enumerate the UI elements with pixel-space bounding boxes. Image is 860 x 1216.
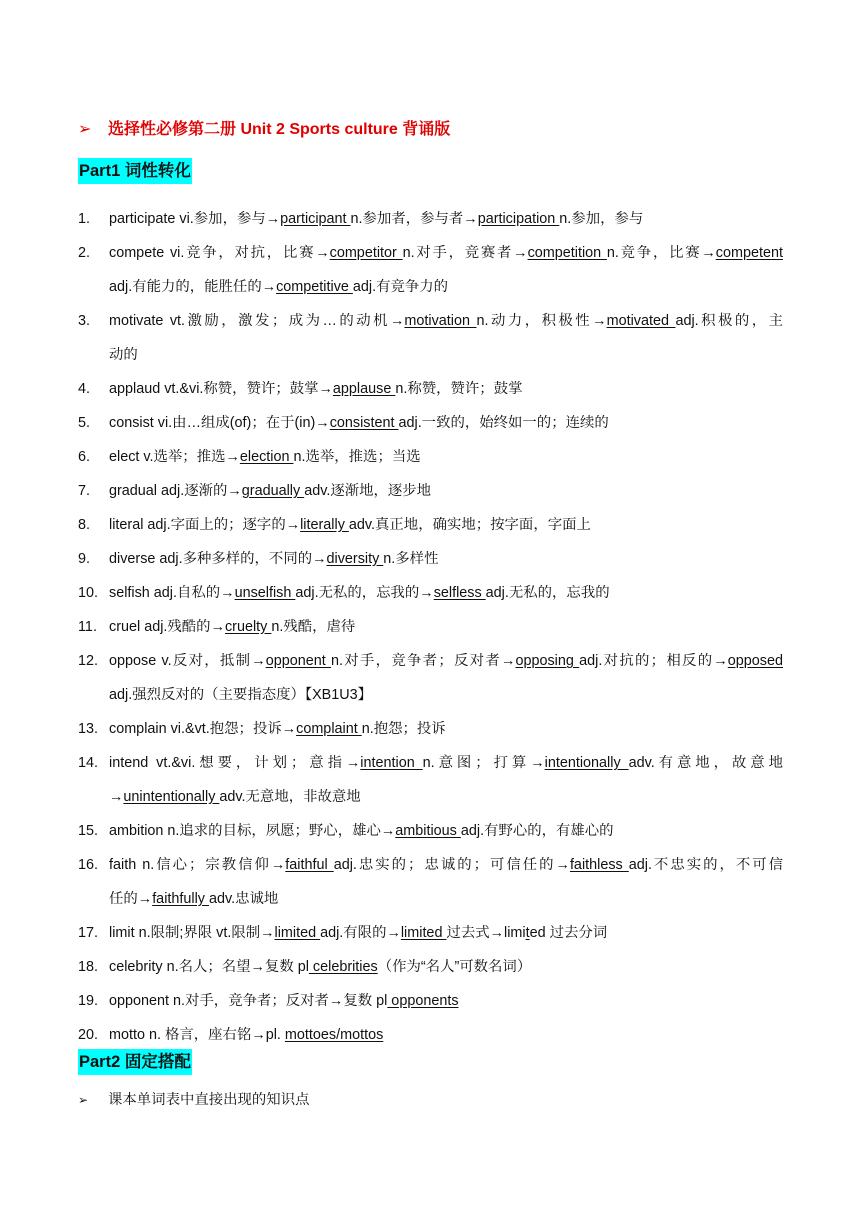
text-segment: adj.有野心的，有雄心的 — [460, 823, 614, 839]
answer-word: opponent — [265, 653, 331, 669]
text-line — [109, 712, 783, 746]
text-segment: adj.有能力的，能胜任的→ — [109, 279, 277, 295]
text-line — [109, 916, 783, 950]
arrow-bullet-icon: ➢ — [78, 1093, 89, 1107]
answer-word: opponents — [387, 993, 459, 1009]
text-line — [109, 338, 783, 372]
text-segment: n.对手，竞争者；反对者→ — [331, 653, 516, 669]
text-line — [109, 814, 783, 848]
part1-heading: Part1 词性转化 — [78, 158, 192, 184]
text-segment: adj.有竞争力的 — [352, 279, 449, 295]
answer-word: competent — [715, 245, 783, 261]
list-item-text — [109, 202, 783, 236]
text-line — [109, 236, 783, 270]
text-line — [109, 542, 783, 576]
list-item-text — [109, 950, 783, 984]
list-item-text — [109, 916, 783, 950]
text-line — [109, 576, 783, 610]
text-segment: adj.强烈反对的（主要指态度）【XB1U3】 — [109, 687, 373, 703]
text-segment: opponent n.对手，竞争者；反对者→复数 pl — [109, 993, 388, 1009]
text-segment: adv.无意地，非故意地 — [219, 789, 361, 805]
text-segment: limit n.限制;界限 vt.限制→ — [109, 925, 275, 941]
text-segment: adj.忠实的；忠诚的；可信任的→ — [333, 857, 570, 873]
text-line — [109, 440, 783, 474]
text-segment: applaud vt.&vi.称赞，赞许；鼓掌→ — [109, 381, 333, 397]
text-segment: adj.无私的，忘我的→ — [295, 585, 434, 601]
list-item-number: 3. — [78, 313, 91, 329]
list-item-number: 19. — [78, 993, 99, 1009]
text-line — [109, 270, 783, 304]
list-item-text — [109, 542, 783, 576]
text-segment: adv.忠诚地 — [208, 891, 279, 907]
answer-word: ambitious — [395, 823, 461, 839]
text-segment: 动的 — [109, 347, 138, 363]
text-line — [109, 848, 783, 882]
list-item-text — [109, 644, 783, 712]
text-segment: n.动力，积极性→ — [476, 313, 607, 329]
text-segment: adj.积极的，主 — [675, 313, 784, 329]
part2-heading: Part2 固定搭配 — [78, 1049, 192, 1075]
text-segment: motivate vt.激励，激发；成为…的动机→ — [109, 313, 405, 329]
list-item-number: 12. — [78, 653, 99, 669]
list-item-text — [109, 372, 783, 406]
text-line — [109, 202, 783, 236]
text-segment: 任的→ — [109, 891, 153, 907]
list-item-number: 5. — [78, 415, 91, 431]
answer-word: faithless — [569, 857, 629, 873]
answer-word: motivation — [404, 313, 477, 329]
text-segment: diverse adj.多种多样的，不同的→ — [109, 551, 327, 567]
text-line — [109, 406, 783, 440]
text-segment: consist vi.由…组成(of)；在于(in)→ — [109, 415, 330, 431]
text-line — [109, 882, 783, 916]
answer-word: opposed — [727, 653, 783, 669]
answer-word: gradually — [241, 483, 305, 499]
list-item-number: 13. — [78, 721, 99, 737]
answer-word: participation — [477, 211, 560, 227]
answer-word: faithfully — [152, 891, 209, 907]
text-line — [109, 678, 783, 712]
text-segment: participate vi.参加，参与→ — [109, 211, 281, 227]
text-line — [109, 950, 783, 984]
text-line — [109, 746, 783, 780]
list-item-number: 10. — [78, 585, 99, 601]
text-segment: celebrity n.名人；名望→复数 pl — [109, 959, 309, 975]
text-segment: adv.真正地，确实地；按字面，字面上 — [348, 517, 591, 533]
answer-word: competition — [527, 245, 607, 261]
text-line — [109, 984, 783, 1018]
text-segment: adv.有意地，故意地 — [628, 755, 784, 771]
text-segment: → — [109, 789, 124, 805]
text-segment: cruel adj.残酷的→ — [109, 619, 225, 635]
text-segment: n.多样性 — [383, 551, 439, 567]
text-segment: adj.对抗的；相反的→ — [579, 653, 728, 669]
list-item-number: 2. — [78, 245, 91, 261]
text-segment: selfish adj.自私的→ — [109, 585, 235, 601]
answer-word: intention — [360, 755, 423, 771]
answer-word: unselfish — [234, 585, 296, 601]
list-item-text — [109, 814, 783, 848]
list-item-text — [109, 610, 783, 644]
list-item-number: 9. — [78, 551, 91, 567]
list-item-number: 7. — [78, 483, 91, 499]
text-line — [109, 474, 783, 508]
list-item-number: 1. — [78, 211, 91, 227]
text-segment: compete vi.竞争，对抗，比赛→ — [109, 245, 330, 261]
list-item-text — [109, 304, 783, 372]
answer-word: complaint — [296, 721, 362, 737]
list-item-number: 17. — [78, 925, 99, 941]
answer-word: diversity — [326, 551, 384, 567]
text-line — [109, 508, 783, 542]
answer-word: election — [239, 449, 294, 465]
list-item-number: 4. — [78, 381, 91, 397]
text-segment: oppose v.反对，抵制→ — [109, 653, 266, 669]
text-segment: n.意图；打算→ — [422, 755, 545, 771]
text-segment: adj.有限的→ — [320, 925, 401, 941]
text-segment: n.参加者，参与者→ — [350, 211, 478, 227]
text-segment: faith n.信心；宗教信仰→ — [109, 857, 286, 873]
answer-word: intentionally — [544, 755, 629, 771]
answer-word: celebrities — [308, 959, 378, 975]
answer-word: competitive — [276, 279, 353, 295]
list-item-text — [109, 712, 783, 746]
text-segment: n.选举，推选；当选 — [293, 449, 421, 465]
list-item-number: 18. — [78, 959, 99, 975]
answer-word: literally — [300, 517, 349, 533]
text-segment: 过去式→limi — [446, 925, 526, 941]
answer-word: motivated — [606, 313, 676, 329]
text-segment: literal adj.字面上的；逐字的→ — [109, 517, 301, 533]
text-segment: intend vt.&vi.想要，计划；意指→ — [109, 755, 361, 771]
list-item-text — [109, 236, 783, 304]
answer-word: applause — [332, 381, 396, 397]
text-segment: ambition n.追求的目标，夙愿；野心，雄心→ — [109, 823, 396, 839]
answer-word: mottoes/mottos — [284, 1027, 384, 1043]
list-item-text — [109, 440, 783, 474]
text-segment: n.称赞，赞许；鼓掌 — [395, 381, 523, 397]
list-item-number: 15. — [78, 823, 99, 839]
document-title-text: 选择性必修第二册 Unit 2 Sports culture 背诵版 — [108, 121, 451, 138]
text-segment: （作为“名人”可数名词） — [377, 959, 532, 975]
answer-word: participant — [280, 211, 351, 227]
text-line — [109, 780, 783, 814]
text-line — [109, 644, 783, 678]
list-item-text — [109, 406, 783, 440]
text-segment: n.抱怨；投诉 — [361, 721, 446, 737]
text-segment: gradual adj.逐渐的→ — [109, 483, 242, 499]
list-item-text — [109, 474, 783, 508]
list-item-text — [109, 746, 783, 814]
arrow-bullet-icon: ➢ — [78, 121, 92, 138]
list-item-number: 20. — [78, 1027, 99, 1043]
text-line — [109, 372, 783, 406]
answer-word: t — [525, 925, 530, 941]
list-item-number: 16. — [78, 857, 99, 873]
answer-word: selfless — [433, 585, 486, 601]
text-segment: motto n. 格言，座右铭→pl. — [109, 1027, 285, 1043]
answer-word: limited — [274, 925, 321, 941]
text-segment: n.竞争，比赛→ — [606, 245, 716, 261]
text-segment: adv.逐渐地，逐步地 — [304, 483, 432, 499]
text-segment: complain vi.&vt.抱怨；投诉→ — [109, 721, 297, 737]
text-segment: adj.无私的，忘我的 — [485, 585, 610, 601]
sub-bullet-text: 课本单词表中直接出现的知识点 — [108, 1092, 310, 1108]
text-line — [109, 304, 783, 338]
text-segment: n.参加，参与 — [559, 211, 644, 227]
text-segment: ed 过去分词 — [529, 925, 608, 941]
document-title — [78, 116, 450, 139]
answer-word: faithful — [285, 857, 334, 873]
answer-word: opposing — [515, 653, 580, 669]
list-item-number: 11. — [78, 619, 97, 635]
answer-word: competitor — [329, 245, 403, 261]
list-item-text — [109, 576, 783, 610]
text-segment: elect v.选举；推选→ — [109, 449, 240, 465]
text-segment: n.对手，竞赛者→ — [402, 245, 528, 261]
answer-word: unintentionally — [123, 789, 220, 805]
answer-word: limited — [400, 925, 447, 941]
answer-word: cruelty — [224, 619, 272, 635]
text-segment: n.残酷，虐待 — [271, 619, 356, 635]
text-segment: adj.一致的，始终如一的；连续的 — [398, 415, 609, 431]
list-item-number: 14. — [78, 755, 99, 771]
list-item-text — [109, 508, 783, 542]
answer-word: consistent — [329, 415, 399, 431]
text-segment: adj.不忠实的，不可信 — [628, 857, 784, 873]
list-item-number: 6. — [78, 449, 91, 465]
list-item-text — [109, 1018, 783, 1052]
text-line — [109, 1018, 783, 1052]
sub-bullet-item — [78, 1088, 309, 1109]
list-item-text — [109, 984, 783, 1018]
text-line — [109, 610, 783, 644]
list-item-number: 8. — [78, 517, 91, 533]
list-item-text — [109, 848, 783, 916]
